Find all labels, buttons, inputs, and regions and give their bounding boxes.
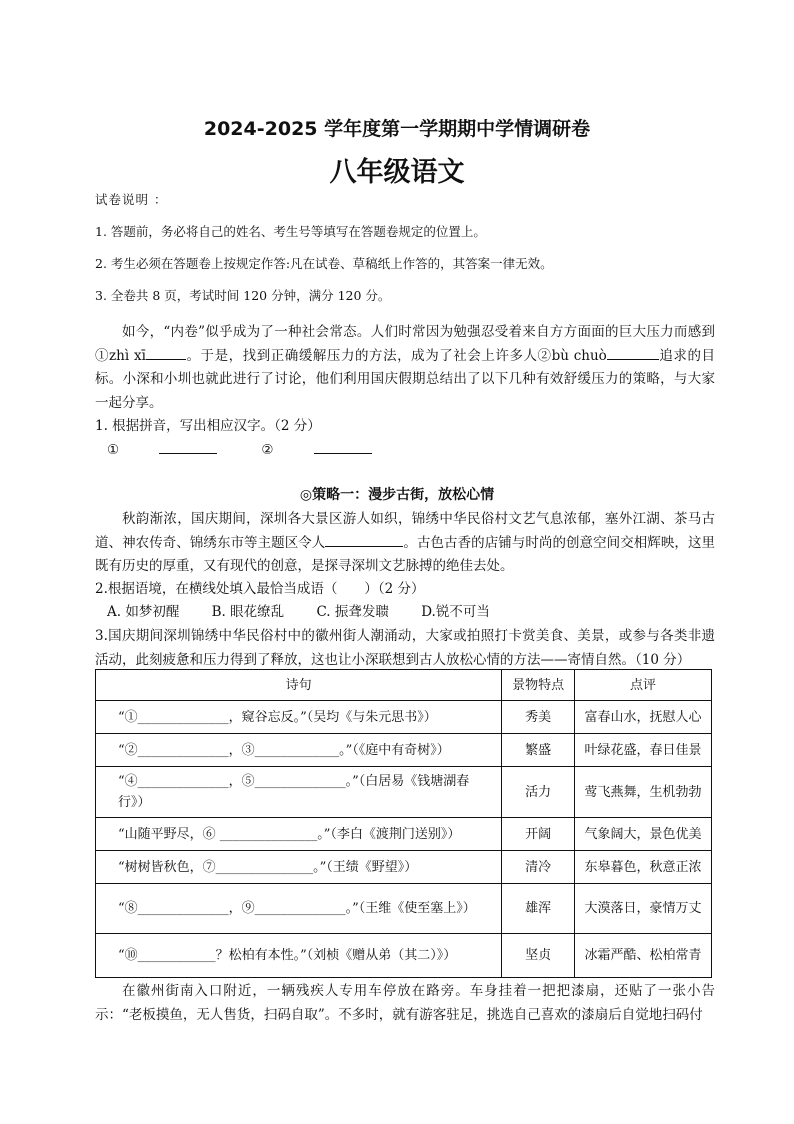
instructions-title: 试卷说明 ： [95,192,168,207]
answer-label-2: ② [261,442,274,458]
closing-paragraph: 在徽州街南入口附近，一辆残疾人专用车停放在路旁。车身挂着一把把漆扇，还贴了一张小告示：“老板摸鱼，无人售货，扫码自取”。不多时，就有游客驻足，挑选自己喜欢的漆扇后自觉地扫码付 [95,983,715,1023]
strategy-1-paragraph [95,508,715,579]
feature-cell: 秀美 [502,701,575,734]
question-1-prompt: 1. 根据拼音，写出相应汉字。（2 分） [95,418,321,434]
feature-cell: 繁盛 [502,734,575,767]
poem-cell[interactable]: “②______________，③_____________。”（《庭中有奇树》） [96,734,502,767]
poetry-table [95,669,712,978]
table-row [96,934,712,978]
feature-cell: 活力 [502,767,575,818]
poem-cell[interactable]: “山随平野尽，⑥ _______________。”（李白《渡荆门送别》） [96,818,502,851]
header-feature: 景物特点 [502,670,575,701]
table-row [96,701,712,734]
instruction-item: 3. 全卷共 8 页，考试时间 120 分钟，满分 120 分。 [95,288,391,303]
answer-label-1: ① [107,442,120,458]
answer-line-1[interactable] [159,439,217,454]
answer-line-2[interactable] [314,439,372,454]
instruction-item: 1. 答题前，务必将自己的姓名、考生号等填写在答题卷规定的位置上。 [95,224,486,239]
table-row [96,851,712,884]
option-c[interactable]: C. 振聋发聩 [316,604,389,620]
poem-cell[interactable]: “⑧______________，⑨______________。”（王维《使至塞上》） [96,884,502,934]
comment-cell: 叶绿花盛，春日佳景 [575,734,712,767]
answer-slot-1[interactable] [107,439,217,463]
feature-cell: 清冷 [502,851,575,884]
comment-cell: 莺飞燕舞，生机勃勃 [575,767,712,818]
table-row [96,884,712,934]
subject-title: 八年级语文 [329,157,465,188]
question-1-answers [95,439,727,463]
answer-slot-2[interactable] [261,439,371,463]
exam-title: 2024-2025 学年度第一学期期中学情调研卷 [203,118,591,140]
comment-cell: 大漠落日，豪情万丈 [575,884,712,934]
option-b[interactable]: B. 眼花缭乱 [211,604,285,620]
intro-text-2: 。于是，找到正确缓解压力的方法，成为了社会上许多人②bù chuò [185,347,607,364]
poem-cell[interactable]: “④______________，⑤______________。”（白居易《钱塘湖春行》） [96,767,502,818]
header-comment: 点评 [575,670,712,701]
comment-cell: 气象阔大，景色优美 [575,818,712,851]
idiom-blank[interactable] [325,532,403,547]
question-2-options [95,601,727,625]
table-row [96,818,712,851]
feature-cell: 雄浑 [502,884,575,934]
instructions [95,190,715,318]
feature-cell: 开阔 [502,818,575,851]
table-row [96,734,712,767]
question-2-prompt: 2.根据语境，在横线处填入最恰当成语（ ）（2 分） [95,581,425,597]
instruction-item: 2. 考生必须在答题卷上按规定作答:凡在试卷、草稿纸上作答的，其答案一律无效。 [95,256,553,271]
strategy-1-text-2: 。古色古香的店铺与时尚的创意空间交相辉映，这里既有历史的厚重，又有现代的创意，是探寻深圳文艺脉搏的绝佳去处。 [95,534,716,574]
pinyin-blank-2[interactable] [607,345,659,360]
intro-text-3: 追求的目标。小深和小圳也就此进行了讨论，他们利用国庆假期总结出了以下几种有效舒缓压力的策略，与大家一起分享。 [95,347,715,411]
header-poem: 诗句 [96,670,502,701]
poem-cell[interactable]: “树树皆秋色，⑦_______________。”（王绩《野望》） [96,851,502,884]
poem-cell[interactable]: “①______________，窥谷忘反。”（吴均《与朱元思书》） [96,701,502,734]
option-d[interactable]: D.锐不可当 [421,604,490,620]
comment-cell: 东皋暮色，秋意正浓 [575,851,712,884]
strategy-1-text-1: 秋韵渐浓，国庆期间，深圳各大景区游人如织，锦绣中华民俗村文艺气息浓郁，塞外江湖、茶马古道、神农传奇、锦绣东市等主题区令人 [95,511,715,551]
option-a[interactable]: A. 如梦初醒 [107,604,180,620]
comment-cell: 富春山水，抚慰人心 [575,701,712,734]
intro-text-1: 如今，“内卷”似乎成为了一种社会常态。人们时常因为勉强忍受着来自方方面面的巨大压力而感到①zhì xī [95,324,715,364]
comment-cell: 冰霜严酷、松柏常青 [575,934,712,978]
feature-cell: 坚贞 [502,934,575,978]
table-row [96,767,712,818]
intro-paragraph [95,321,715,415]
poem-cell[interactable]: “⑩____________？松柏有本性。”（刘桢《赠从弟（其二）》） [96,934,502,978]
question-3-prompt: 3.国庆期间深圳锦绣中华民俗村中的徽州街人潮涌动，大家或拍照打卡赏美食、美景，或参与各类非遗活动，此刻疲惫和压力得到了释放，这也让小深联想到古人放松心情的方法——寄情自然。（10 分） [95,628,715,668]
pinyin-blank-1[interactable] [146,345,186,360]
strategy-1-heading: ◎策略一：漫步古街，放松心情 [299,487,495,503]
table-header-row [96,670,712,701]
